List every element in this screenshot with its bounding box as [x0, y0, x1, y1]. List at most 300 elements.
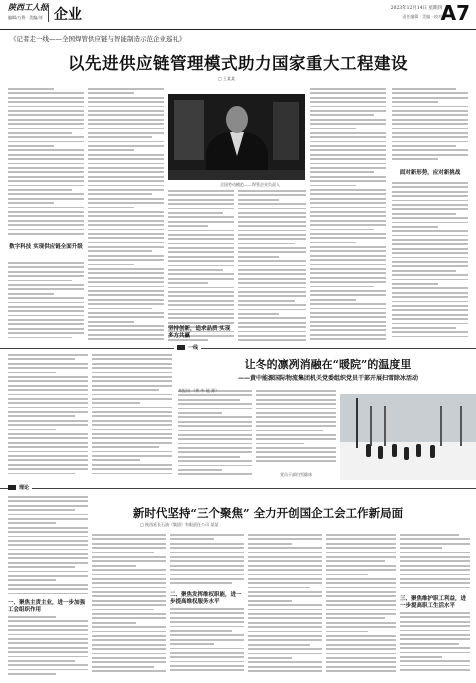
text-line	[310, 167, 386, 169]
text-line	[392, 92, 468, 94]
text-line	[92, 582, 166, 584]
text-line	[92, 437, 172, 439]
text-line	[8, 193, 84, 195]
text-line	[400, 656, 442, 658]
text-line	[326, 604, 396, 606]
text-line	[8, 411, 88, 413]
text-line	[392, 305, 468, 307]
story3-body-col-5	[326, 534, 396, 678]
text-line	[238, 216, 306, 218]
text-line	[168, 216, 234, 218]
text-line	[326, 538, 396, 540]
text-line	[238, 309, 306, 311]
text-line	[178, 434, 252, 436]
text-line	[310, 202, 386, 204]
text-line	[92, 591, 166, 593]
text-line	[170, 626, 244, 628]
text-line	[92, 433, 172, 435]
text-line	[178, 473, 252, 475]
text-line	[88, 246, 164, 248]
text-line	[248, 631, 322, 633]
text-line	[8, 315, 84, 317]
text-line	[170, 656, 244, 658]
text-line	[392, 101, 438, 103]
text-line	[88, 158, 164, 160]
text-line	[310, 171, 374, 173]
text-line	[310, 207, 386, 209]
text-line	[8, 114, 84, 116]
text-line	[8, 579, 56, 581]
text-line	[92, 565, 136, 567]
text-line	[92, 424, 172, 426]
text-line	[310, 123, 386, 125]
text-line	[310, 141, 386, 143]
text-line	[392, 327, 456, 329]
story2-subheadline: ——黄中能源国际物流集团机关党委组织党员干部开展扫雪除冰活动	[237, 375, 418, 382]
text-line	[392, 154, 468, 156]
text-line	[88, 237, 164, 239]
text-line	[248, 560, 322, 562]
text-line	[168, 269, 223, 271]
text-line	[8, 420, 88, 422]
text-line	[168, 300, 234, 302]
text-line	[400, 638, 470, 640]
text-line	[248, 556, 322, 558]
text-line	[88, 114, 164, 116]
text-line	[92, 442, 172, 444]
text-line	[326, 565, 396, 567]
text-line	[238, 339, 306, 341]
text-line	[88, 92, 134, 94]
text-line	[8, 664, 88, 666]
text-line	[392, 336, 468, 338]
text-line	[310, 154, 386, 156]
text-line	[248, 666, 322, 668]
text-line	[400, 569, 470, 571]
story2-left-col-2	[92, 354, 172, 478]
text-line	[178, 416, 252, 418]
text-line	[8, 522, 56, 524]
text-line	[170, 565, 244, 567]
text-line	[92, 552, 154, 554]
text-line	[248, 648, 322, 650]
text-line	[8, 97, 84, 99]
text-line	[310, 119, 386, 121]
text-line	[170, 665, 244, 667]
text-line	[92, 358, 172, 360]
text-line	[8, 149, 84, 151]
text-line	[92, 666, 154, 668]
text-line	[256, 438, 336, 440]
text-line	[400, 634, 470, 636]
text-line	[168, 203, 234, 205]
text-line	[310, 189, 386, 191]
paper-name: 陕西工人报	[8, 2, 48, 12]
text-line	[310, 101, 386, 103]
text-line	[170, 547, 244, 549]
text-line	[326, 613, 396, 615]
text-line	[326, 534, 396, 536]
text-line	[88, 189, 164, 191]
text-line	[392, 270, 456, 272]
text-line	[400, 552, 470, 554]
text-line	[238, 234, 306, 236]
story3-body-col-2	[92, 534, 166, 678]
text-line	[392, 106, 468, 108]
text-line	[8, 123, 84, 125]
text-line	[326, 578, 396, 580]
text-line	[8, 588, 88, 590]
text-line	[248, 569, 322, 571]
text-line	[8, 372, 56, 374]
text-line	[400, 643, 459, 645]
text-line	[248, 635, 322, 637]
text-line	[92, 661, 166, 663]
text-line	[326, 670, 396, 672]
text-line	[392, 88, 456, 90]
text-line	[88, 198, 164, 200]
text-line	[248, 587, 310, 589]
text-line	[392, 186, 468, 188]
text-line	[168, 230, 234, 232]
text-line	[88, 167, 164, 169]
text-line	[238, 335, 306, 337]
lead-body-col-1b	[8, 262, 84, 344]
text-line	[392, 314, 468, 316]
text-line	[88, 106, 164, 108]
text-line	[170, 621, 244, 623]
text-line	[168, 247, 234, 249]
section-divider-1	[0, 348, 476, 349]
text-line	[310, 220, 386, 222]
text-line	[248, 534, 322, 536]
text-line	[238, 194, 306, 196]
text-line	[310, 224, 386, 226]
text-line	[238, 295, 306, 297]
text-line	[400, 660, 470, 662]
text-line	[88, 220, 164, 222]
text-line	[326, 666, 396, 668]
text-line	[310, 334, 386, 336]
text-line	[8, 88, 54, 90]
text-line	[168, 194, 234, 196]
text-line	[392, 97, 468, 99]
text-line	[310, 229, 374, 231]
text-line	[168, 291, 234, 293]
text-line	[400, 630, 470, 632]
text-line	[248, 591, 322, 593]
text-line	[92, 617, 166, 619]
text-line	[8, 394, 88, 396]
story3-subhead-3: 三、聚焦维护职工利益，进一步提高职工生活水平	[400, 596, 467, 609]
text-line	[168, 265, 234, 267]
text-line	[178, 469, 222, 471]
text-line	[88, 176, 164, 178]
text-line	[392, 128, 468, 130]
text-line	[178, 430, 252, 432]
text-line	[92, 420, 172, 422]
lead-subhead-2: 面对新形势，应对新挑战	[399, 170, 461, 176]
text-line	[256, 451, 336, 453]
text-line	[8, 407, 88, 409]
text-line	[8, 154, 84, 156]
text-line	[92, 543, 166, 545]
text-line	[168, 190, 234, 192]
text-line	[310, 250, 386, 252]
text-line	[8, 647, 88, 649]
lead-body-col-6b	[392, 182, 468, 344]
text-line	[92, 402, 140, 404]
lead-subhead-3: 坚持创新，追求品质 实现多方共赢	[168, 326, 231, 339]
text-line	[8, 402, 88, 404]
text-line	[392, 204, 468, 206]
text-line	[8, 536, 88, 538]
text-line	[256, 412, 336, 414]
text-line	[326, 626, 396, 628]
text-line	[8, 220, 84, 222]
text-line	[170, 617, 244, 619]
text-line	[170, 578, 244, 580]
text-line	[392, 195, 468, 197]
text-line	[8, 119, 84, 121]
text-line	[168, 225, 208, 227]
text-line	[88, 268, 164, 270]
text-line	[178, 447, 252, 449]
text-line	[326, 622, 396, 624]
text-line	[88, 136, 152, 138]
text-line	[92, 376, 172, 378]
text-line	[8, 367, 88, 369]
text-line	[392, 149, 468, 151]
text-line	[8, 354, 88, 356]
text-line	[92, 600, 166, 602]
text-line	[88, 286, 164, 288]
text-line	[88, 229, 164, 231]
text-line	[88, 97, 164, 99]
text-line	[400, 665, 470, 667]
section-tag-frontline: 一线	[174, 344, 201, 351]
text-line	[392, 145, 456, 147]
text-line	[8, 297, 84, 299]
text-line	[8, 198, 84, 200]
text-line	[248, 670, 322, 672]
text-line	[8, 189, 72, 191]
text-line	[8, 442, 88, 444]
text-line	[310, 338, 386, 340]
text-line	[310, 215, 386, 217]
text-line	[400, 547, 442, 549]
text-line	[8, 280, 72, 282]
text-line	[392, 182, 468, 184]
text-line	[392, 331, 468, 333]
text-line	[326, 661, 396, 663]
text-line	[92, 446, 159, 448]
text-line	[326, 587, 396, 589]
text-line	[92, 635, 166, 637]
text-line	[238, 247, 306, 249]
text-line	[310, 237, 386, 239]
text-line	[400, 612, 470, 614]
text-line	[238, 317, 306, 319]
text-line	[400, 621, 470, 623]
text-line	[8, 202, 54, 204]
text-line	[168, 273, 234, 275]
text-line	[8, 424, 88, 426]
text-line	[170, 569, 244, 571]
text-line	[392, 119, 468, 121]
text-line	[310, 308, 386, 310]
text-line	[92, 455, 172, 457]
text-line	[248, 547, 322, 549]
text-line	[238, 269, 306, 271]
text-line	[238, 265, 306, 267]
text-line	[392, 323, 468, 325]
text-line	[8, 92, 84, 94]
text-line	[8, 306, 84, 308]
text-line	[88, 154, 164, 156]
text-line	[88, 294, 164, 296]
text-line	[8, 337, 72, 339]
text-line	[92, 560, 166, 562]
text-line	[88, 88, 164, 90]
text-line	[326, 657, 396, 659]
text-line	[92, 411, 172, 413]
text-line	[392, 301, 468, 303]
text-line	[88, 193, 152, 195]
text-line	[92, 657, 166, 659]
masthead	[0, 0, 476, 30]
text-line	[8, 669, 88, 671]
text-line	[392, 248, 468, 250]
text-line	[392, 200, 468, 202]
text-line	[310, 290, 386, 292]
portrait-caption: 全国劳动模范——焊管企业负责人	[220, 182, 280, 187]
section-divider-2	[0, 488, 476, 489]
text-line	[310, 255, 386, 257]
text-line	[310, 110, 386, 112]
text-line	[92, 464, 172, 466]
text-line	[8, 288, 84, 290]
text-line	[326, 543, 396, 545]
text-line	[92, 639, 166, 641]
text-line	[238, 331, 306, 333]
text-line	[238, 243, 295, 245]
text-line	[400, 560, 470, 562]
text-line	[238, 190, 306, 192]
text-line	[168, 251, 234, 253]
lead-body-col-5	[310, 88, 386, 344]
text-line	[8, 376, 88, 378]
text-line	[92, 587, 166, 589]
text-line	[392, 114, 468, 116]
text-line	[326, 653, 396, 655]
text-line	[88, 299, 164, 301]
text-line	[168, 313, 234, 315]
text-line	[88, 272, 164, 274]
text-line	[400, 565, 470, 567]
text-line	[178, 465, 252, 467]
text-line	[238, 230, 306, 232]
text-line	[392, 230, 468, 232]
text-line	[92, 595, 166, 597]
text-line	[8, 544, 88, 546]
text-line	[256, 456, 336, 458]
text-line	[392, 158, 438, 160]
text-line	[248, 609, 322, 611]
text-line	[310, 128, 356, 130]
text-line	[92, 473, 172, 475]
text-line	[310, 211, 386, 213]
section-tag-theory: 理论	[8, 484, 32, 491]
text-line	[88, 141, 164, 143]
story3-body-col-6b	[400, 612, 470, 678]
text-line	[326, 574, 368, 576]
text-line	[326, 631, 368, 633]
text-line	[310, 136, 386, 138]
text-line	[8, 380, 88, 382]
text-line	[88, 110, 164, 112]
story3-subhead-1: 一、聚焦主责主业，进一步加强工会组织作用	[8, 600, 86, 613]
text-line	[8, 656, 88, 658]
text-line	[92, 459, 140, 461]
text-line	[248, 657, 292, 659]
text-line	[310, 329, 386, 331]
text-line	[238, 304, 306, 306]
text-line	[238, 322, 306, 324]
text-line	[248, 565, 322, 567]
text-line	[326, 609, 396, 611]
text-line	[178, 460, 252, 462]
text-line	[178, 456, 240, 458]
text-line	[168, 199, 234, 201]
text-line	[88, 325, 164, 327]
text-line	[310, 281, 386, 283]
text-line	[8, 328, 84, 330]
text-line	[238, 260, 306, 262]
text-line	[326, 635, 396, 637]
text-line	[92, 407, 172, 409]
text-line	[256, 430, 323, 432]
text-line	[88, 312, 164, 314]
text-line	[8, 473, 75, 475]
text-line	[400, 647, 470, 649]
text-line	[88, 281, 164, 283]
text-line	[88, 101, 164, 103]
text-line	[392, 239, 468, 241]
text-line	[8, 101, 84, 103]
text-line	[310, 264, 386, 266]
text-line	[238, 251, 306, 253]
text-line	[238, 212, 306, 214]
text-line	[248, 644, 310, 646]
text-line	[178, 412, 222, 414]
text-line	[168, 295, 234, 297]
text-line	[238, 278, 306, 280]
text-line	[238, 282, 306, 284]
text-line	[248, 617, 322, 619]
text-line	[8, 468, 88, 470]
text-line	[400, 625, 470, 627]
text-line	[310, 88, 386, 90]
text-line	[400, 616, 470, 618]
text-line	[8, 660, 75, 662]
text-line	[88, 207, 134, 209]
text-line	[8, 310, 84, 312]
text-line	[400, 669, 470, 671]
text-line	[92, 538, 166, 540]
text-line	[168, 243, 234, 245]
text-line	[392, 123, 468, 125]
